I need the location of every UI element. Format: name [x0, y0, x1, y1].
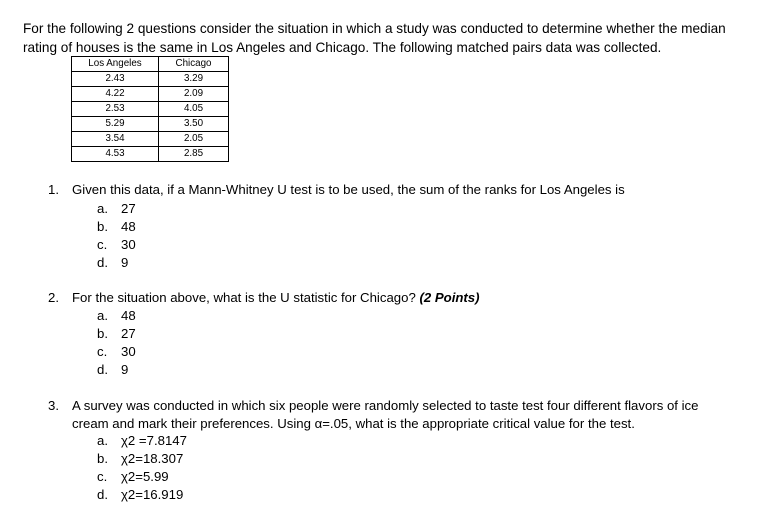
cell-chicago: 2.05	[159, 132, 229, 147]
option-c[interactable]	[97, 237, 136, 252]
option-text: χ2=18.307	[121, 451, 184, 466]
points-label: (2 Points)	[419, 290, 480, 305]
option-letter: c.	[97, 344, 108, 359]
option-text: 48	[121, 219, 136, 234]
option-b[interactable]	[97, 219, 136, 234]
option-letter: c.	[97, 469, 108, 484]
cell-los-angeles: 2.53	[72, 102, 159, 117]
table-row	[72, 87, 229, 102]
option-d[interactable]	[97, 487, 183, 502]
header-chicago: Chicago	[159, 57, 229, 72]
option-letter: a.	[97, 433, 108, 448]
option-letter: d.	[97, 487, 108, 502]
intro-paragraph: For the following 2 questions consider the situation in which a study was conducted to determine whether the median rating of houses is the same in Los Angeles and Chicago. The following matched pairs data was collected.	[23, 21, 726, 55]
header-los-angeles: Los Angeles	[72, 57, 159, 72]
option-d[interactable]	[97, 255, 128, 270]
question-3	[48, 397, 758, 433]
question-number: 3.	[48, 398, 59, 413]
table-header-row	[72, 57, 229, 72]
table-row	[72, 72, 229, 87]
option-text: 48	[121, 308, 136, 323]
option-c[interactable]	[97, 469, 169, 484]
option-letter: d.	[97, 362, 108, 377]
cell-chicago: 2.09	[159, 87, 229, 102]
option-text: 27	[121, 326, 136, 341]
question-text-wrap	[72, 289, 480, 307]
option-text: 30	[121, 237, 136, 252]
option-letter: b.	[97, 326, 108, 341]
option-a[interactable]	[97, 201, 136, 216]
table-row	[72, 132, 229, 147]
option-text: χ2=5.99	[121, 469, 169, 484]
question-number: 2.	[48, 290, 59, 305]
question-number: 1.	[48, 182, 59, 197]
cell-los-angeles: 5.29	[72, 117, 159, 132]
question-text-line-1: A survey was conducted in which six people were randomly selected to taste test four different flavors of ice	[72, 398, 699, 413]
option-text: χ2=16.919	[121, 487, 184, 502]
option-text: 9	[121, 255, 129, 270]
option-b[interactable]	[97, 326, 136, 341]
table-row	[72, 117, 229, 132]
option-text: 9	[121, 362, 129, 377]
option-a[interactable]	[97, 433, 187, 448]
option-a[interactable]	[97, 308, 136, 323]
question-1	[48, 181, 748, 199]
option-text: χ2 =7.8147	[121, 433, 187, 448]
question-2	[48, 289, 748, 307]
option-letter: b.	[97, 451, 108, 466]
cell-los-angeles: 4.53	[72, 147, 159, 162]
cell-chicago: 3.50	[159, 117, 229, 132]
cell-chicago: 2.85	[159, 147, 229, 162]
option-letter: a.	[97, 308, 108, 323]
question-text: For the situation above, what is the U statistic for Chicago?	[72, 290, 416, 305]
cell-los-angeles: 2.43	[72, 72, 159, 87]
option-letter: d.	[97, 255, 108, 270]
option-letter: a.	[97, 201, 108, 216]
cell-los-angeles: 3.54	[72, 132, 159, 147]
option-c[interactable]	[97, 344, 136, 359]
question-text-line-2: cream and mark their preferences. Using α=.05, what is the appropriate critical value for the test.	[72, 416, 635, 431]
table-row	[72, 102, 229, 117]
question-text: Given this data, if a Mann-Whitney U test is to be used, the sum of the ranks for Los Angeles is	[72, 182, 625, 197]
cell-chicago: 3.29	[159, 72, 229, 87]
table-row	[72, 147, 229, 162]
option-d[interactable]	[97, 362, 128, 377]
cell-los-angeles: 4.22	[72, 87, 159, 102]
option-text: 30	[121, 344, 136, 359]
option-letter: c.	[97, 237, 108, 252]
option-letter: b.	[97, 219, 108, 234]
data-table	[71, 56, 229, 162]
cell-chicago: 4.05	[159, 102, 229, 117]
option-text: 27	[121, 201, 136, 216]
option-b[interactable]	[97, 451, 183, 466]
